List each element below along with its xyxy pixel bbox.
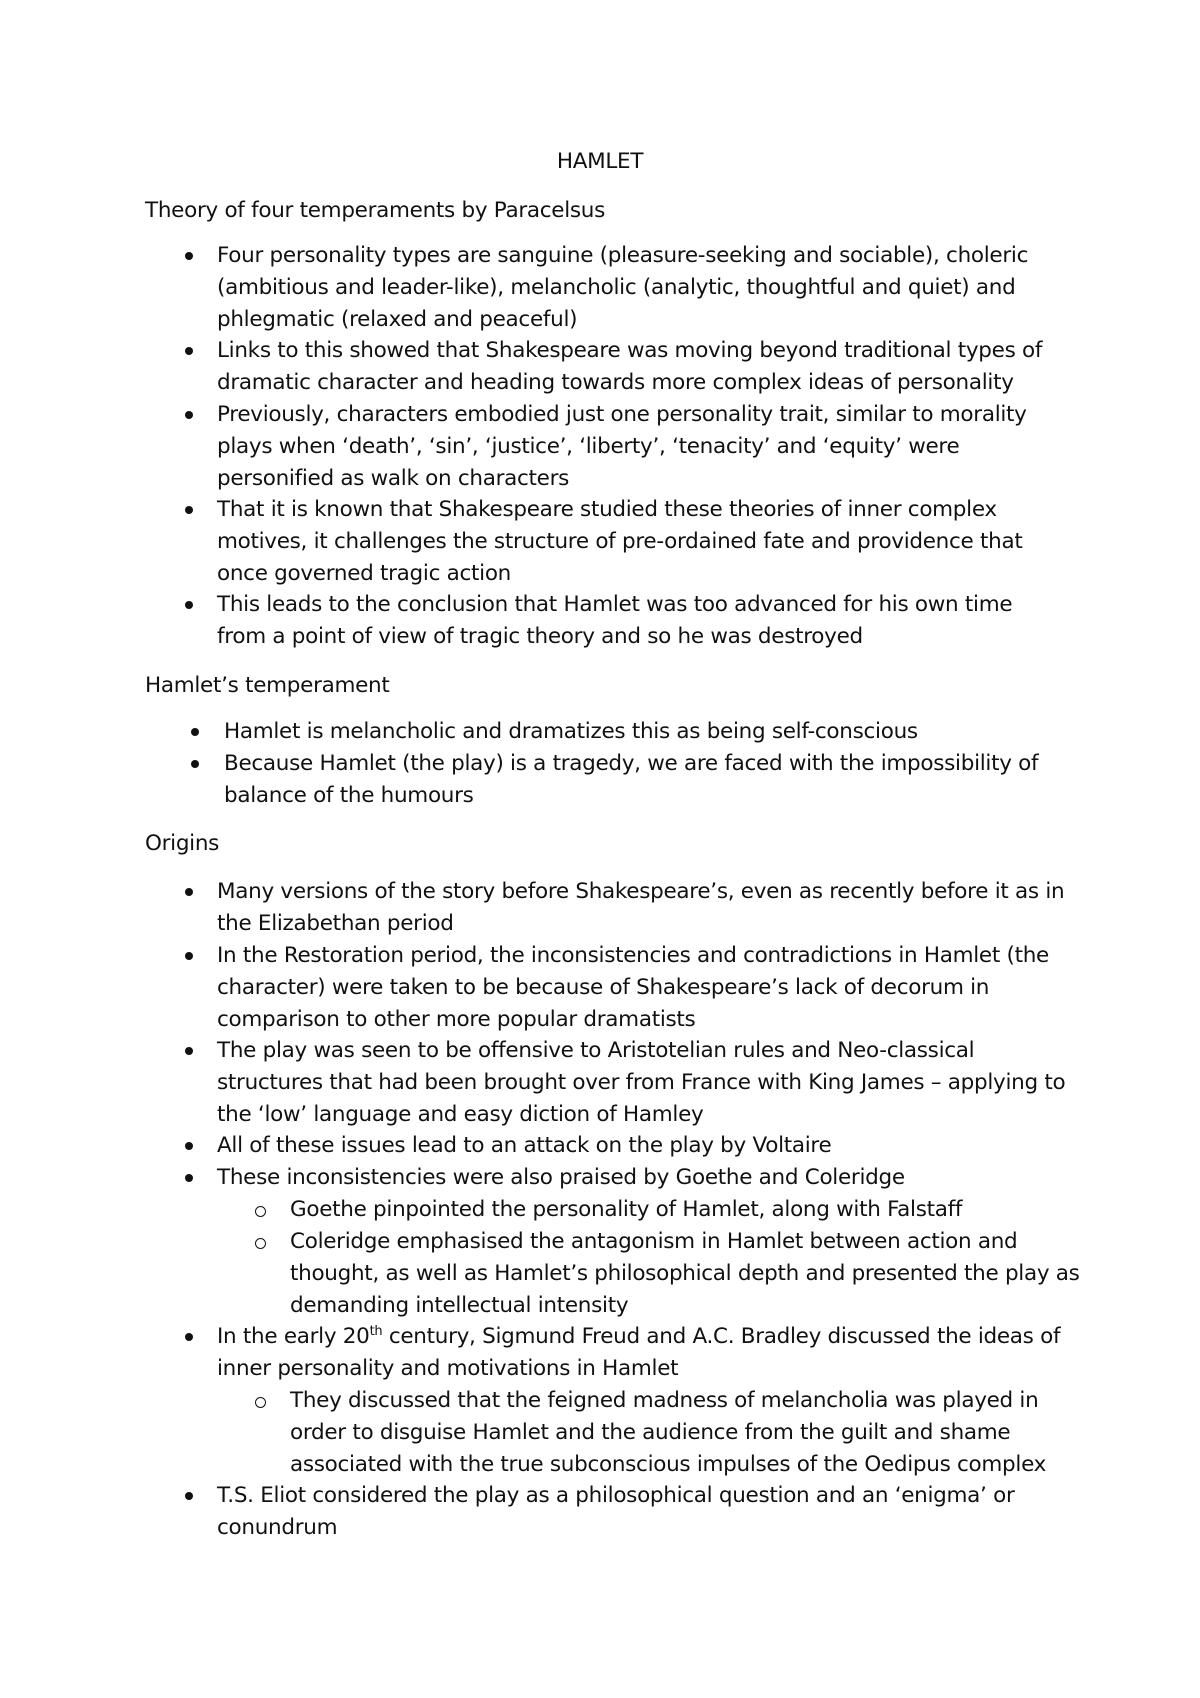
circle-bullet-icon [255, 1206, 266, 1217]
bullet-list-paracelsus [0, 240, 1200, 653]
bullet-icon [185, 411, 193, 419]
bullet-icon [185, 1333, 193, 1341]
list-item: Links to this showed that Shakespeare was moving beyond traditional types of dramatic character and heading towards more complex ideas of personality [0, 335, 1200, 399]
bullet-icon [185, 1142, 193, 1150]
bullet-icon [185, 952, 193, 960]
section-heading-paracelsus: Theory of four temperaments by Paracelsus [145, 198, 606, 223]
bullet-icon [185, 1047, 193, 1055]
list-item: That it is known that Shakespeare studied these theories of inner complex motives, it challenges the structure of pre-ordained fate and providence that once governed tragic action [0, 494, 1200, 589]
list-item: Many versions of the story before Shakespeare’s, even as recently before it as in the Elizabethan period [0, 876, 1200, 940]
circle-bullet-icon [255, 1238, 266, 1249]
bullet-list-origins [0, 876, 1200, 1544]
section-heading-origins: Origins [145, 831, 220, 856]
bullet-icon [185, 252, 193, 260]
list-item: Previously, characters embodied just one personality trait, similar to morality plays when ‘death’, ‘sin’, ‘justice’, ‘liberty’, ‘tenacity’ and ‘equity’ were personified as walk on characters [0, 399, 1200, 494]
list-item: Because Hamlet (the play) is a tragedy, we are faced with the impossibility of balance of the humours [0, 748, 1200, 812]
bullet-icon [185, 1174, 193, 1182]
document-title: HAMLET [556, 149, 644, 174]
bullet-icon [185, 347, 193, 355]
bullet-icon [185, 888, 193, 896]
list-item: In the Restoration period, the inconsistencies and contradictions in Hamlet (the character) were taken to be because of Shakespeare’s lack of decorum in comparison to other more popular dramatists [0, 940, 1200, 1035]
bullet-icon [185, 506, 193, 514]
sub-list-item: They discussed that the feigned madness of melancholia was played in order to disguise Hamlet and the audience from the guilt and shame associated with the true subconscious impulses of the Oedipus complex [0, 1385, 1200, 1480]
bullet-icon [191, 728, 199, 736]
list-item: Four personality types are sanguine (pleasure-seeking and sociable), choleric (ambitious and leader-like), melancholic (analytic, thoughtful and quiet) and phlegmatic (relaxed and peaceful) [0, 240, 1200, 335]
list-item: In the early 20th century, Sigmund Freud and A.C. Bradley discussed the ideas of inner personality and motivations in Hamlet [0, 1321, 1200, 1385]
list-item: These inconsistencies were also praised by Goethe and Coleridge [0, 1162, 1200, 1194]
sub-list-item: Coleridge emphasised the antagonism in Hamlet between action and thought, as well as Hamlet’s philosophical depth and presented the play as demanding intellectual intensity [0, 1226, 1200, 1321]
bullet-icon [185, 601, 193, 609]
list-item: Hamlet is melancholic and dramatizes this as being self-conscious [0, 716, 1200, 748]
circle-bullet-icon [255, 1397, 266, 1408]
list-item: The play was seen to be offensive to Aristotelian rules and Neo-classical structures that had been brought over from France with King James – applying to the ‘low’ language and easy diction of Hamley [0, 1035, 1200, 1130]
bullet-list-temperament [0, 716, 1200, 812]
bullet-icon [185, 1492, 193, 1500]
bullet-icon [191, 760, 199, 768]
list-item: This leads to the conclusion that Hamlet was too advanced for his own time from a point of view of tragic theory and so he was destroyed [0, 589, 1200, 653]
list-item: All of these issues lead to an attack on the play by Voltaire [0, 1130, 1200, 1162]
list-item: T.S. Eliot considered the play as a philosophical question and an ‘enigma’ or conundrum [0, 1480, 1200, 1544]
sub-list-item: Goethe pinpointed the personality of Hamlet, along with Falstaff [0, 1194, 1200, 1226]
section-heading-temperament: Hamlet’s temperament [145, 673, 390, 698]
